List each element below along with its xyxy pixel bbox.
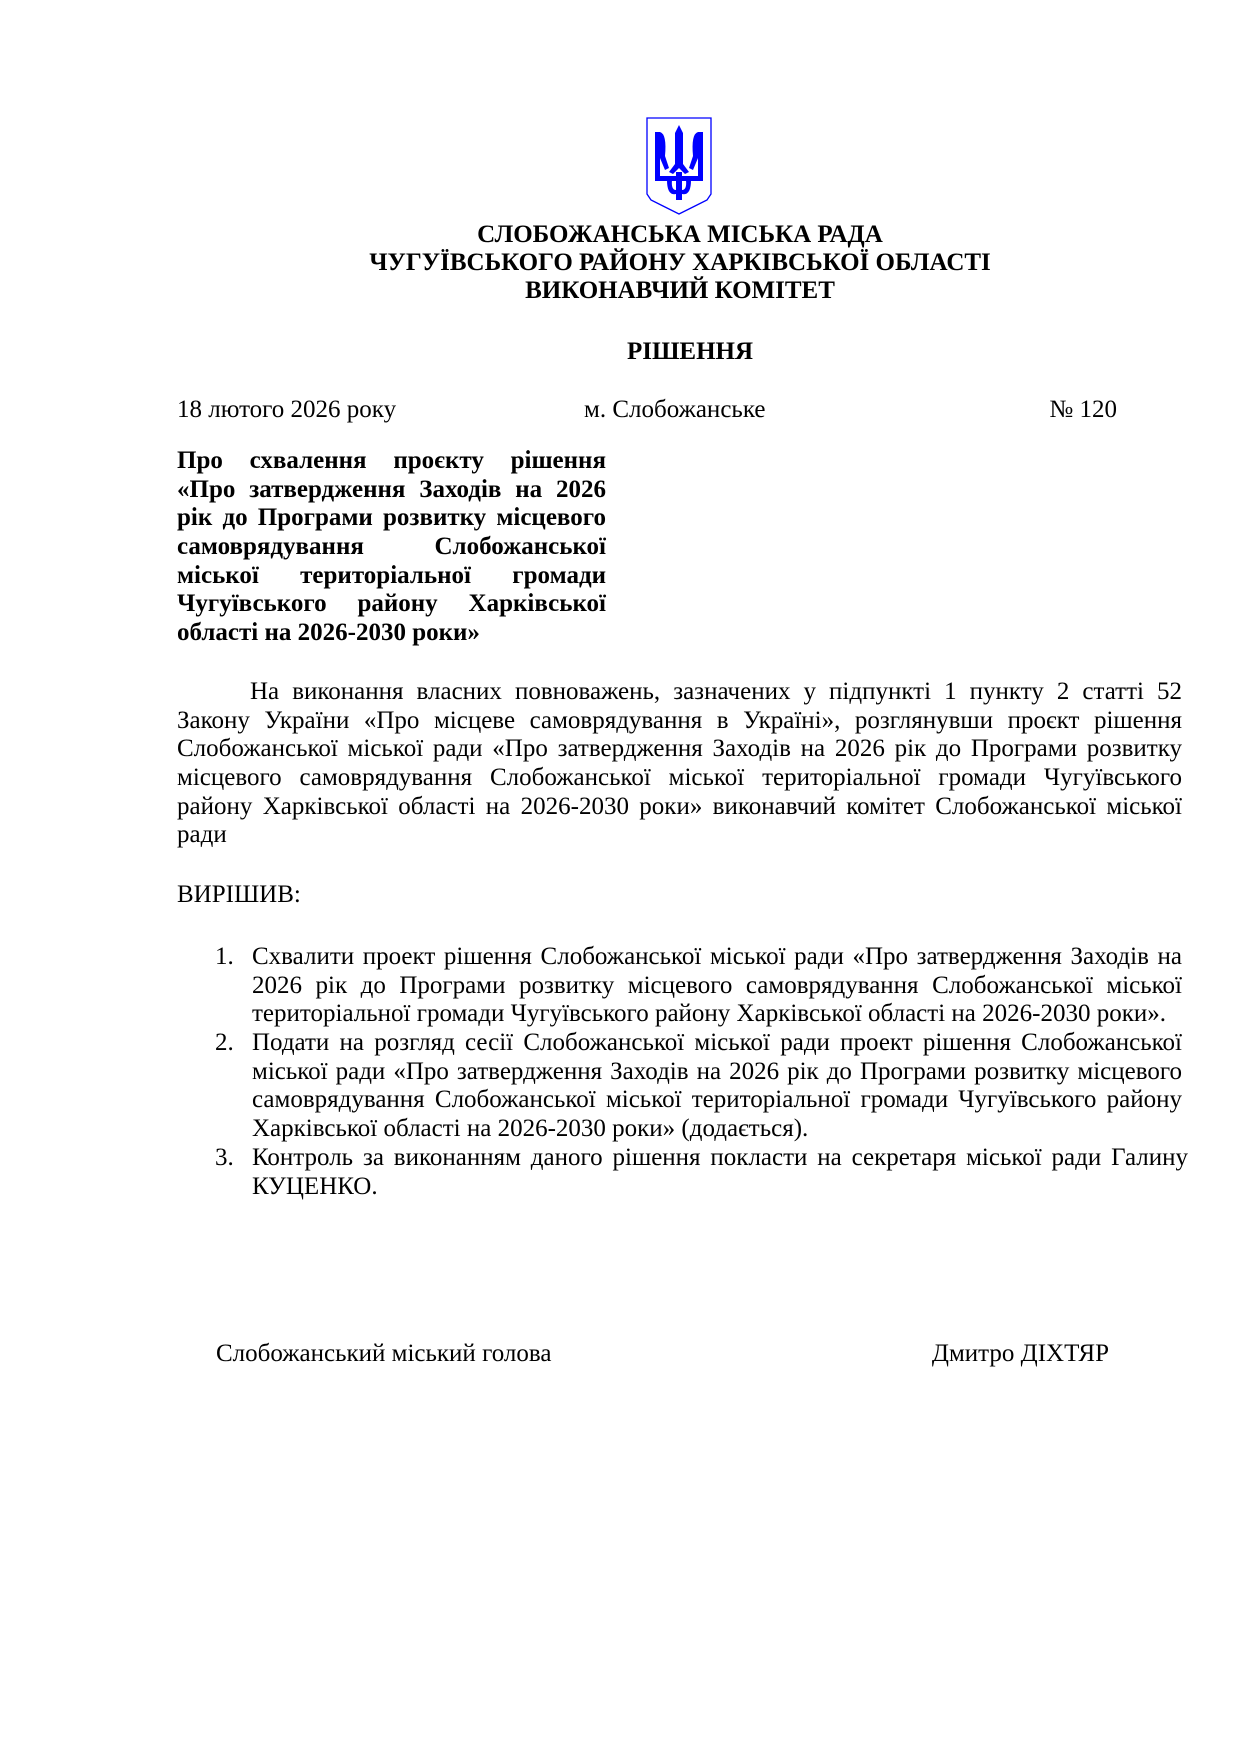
- document-number: № 120: [1049, 396, 1117, 423]
- signatory-name: Дмитро ДІХТЯР: [931, 1340, 1109, 1367]
- preamble-paragraph: [177, 678, 1182, 850]
- item-number: 2.: [215, 1029, 234, 1057]
- subject-block: [177, 447, 606, 648]
- org-name-line-1: СЛОБОЖАНСЬКА МІСЬКА РАДА: [477, 221, 883, 248]
- subject-line: Про схвалення проєкту рішення: [177, 447, 606, 474]
- org-name-line-2: ЧУГУЇВСЬКОГО РАЙОНУ ХАРКІВСЬКОЇ ОБЛАСТІ: [369, 249, 991, 276]
- resolution-item-3: [215, 1143, 1188, 1201]
- item-number: 3.: [215, 1143, 234, 1171]
- item-line: самоврядування Слобожанської міської територіальної громади Чугуївського району: [252, 1086, 1182, 1114]
- preamble-line: Слобожанської міської ради «Про затвердження Заходів на 2026 рік до Програми розвитку: [177, 735, 1182, 763]
- preamble-line: ради: [177, 821, 227, 849]
- item-line: Подати на розгляд сесії Слобожанської міської ради проект рішення Слобожанської: [252, 1029, 1182, 1057]
- subject-line: самоврядування Слобожанської: [177, 533, 606, 561]
- item-line: Контроль за виконанням даного рішення покласти на секретаря міської ради Галину: [252, 1143, 1188, 1171]
- coat-of-arms-icon: [645, 116, 713, 216]
- preamble-line: На виконання власних повноважень, зазначених у підпункті 1 пункту 2 статті 52: [250, 678, 1182, 705]
- preamble-line: місцевого самоврядування Слобожанської міської територіальної громади Чугуївського: [177, 764, 1182, 792]
- item-line: Схвалити проект рішення Слобожанської міської ради «Про затвердження Заходів на: [252, 943, 1182, 970]
- document-type-title: РІШЕННЯ: [626, 338, 754, 365]
- resolution-item-1: [215, 943, 1182, 1029]
- signatory-position: Слобожанський міський голова: [216, 1340, 552, 1367]
- resolution-item-2: [215, 1029, 1182, 1144]
- preamble-line: району Харківської області на 2026-2030 роки» виконавчий комітет Слобожанської міської: [177, 792, 1182, 820]
- document-place: м. Слобожанське: [584, 396, 766, 423]
- org-name-line-3: ВИКОНАВЧИЙ КОМІТЕТ: [525, 277, 835, 304]
- subject-line: області на 2026-2030 роки»: [177, 619, 480, 647]
- item-line: міської ради «Про затвердження Заходів на 2026 рік до Програми розвитку місцевого: [252, 1057, 1182, 1085]
- document-date: 18 лютого 2026 року: [177, 396, 397, 423]
- subject-line: «Про затвердження Заходів на 2026: [177, 475, 606, 503]
- subject-line: міської територіальної громади: [177, 561, 606, 589]
- resolution-list: [215, 943, 1188, 1201]
- subject-line: Чугуївського району Харківської: [177, 590, 606, 618]
- item-line: територіальної громади Чугуївського району Харківської області на 2026-2030 роки».: [252, 1000, 1166, 1028]
- item-line: Харківської області на 2026-2030 роки» (додається).: [252, 1115, 809, 1143]
- item-line: КУЦЕНКО.: [252, 1172, 378, 1200]
- subject-line: рік до Програми розвитку місцевого: [177, 504, 606, 532]
- item-number: 1.: [215, 943, 234, 970]
- item-line: 2026 рік до Програми розвитку місцевого самоврядування Слобожанської міської: [252, 971, 1182, 999]
- preamble-line: Закону України «Про місцеве самоврядування в Україні», розглянувши проєкт рішення: [177, 706, 1182, 734]
- resolved-label: ВИРІШИВ:: [177, 881, 301, 908]
